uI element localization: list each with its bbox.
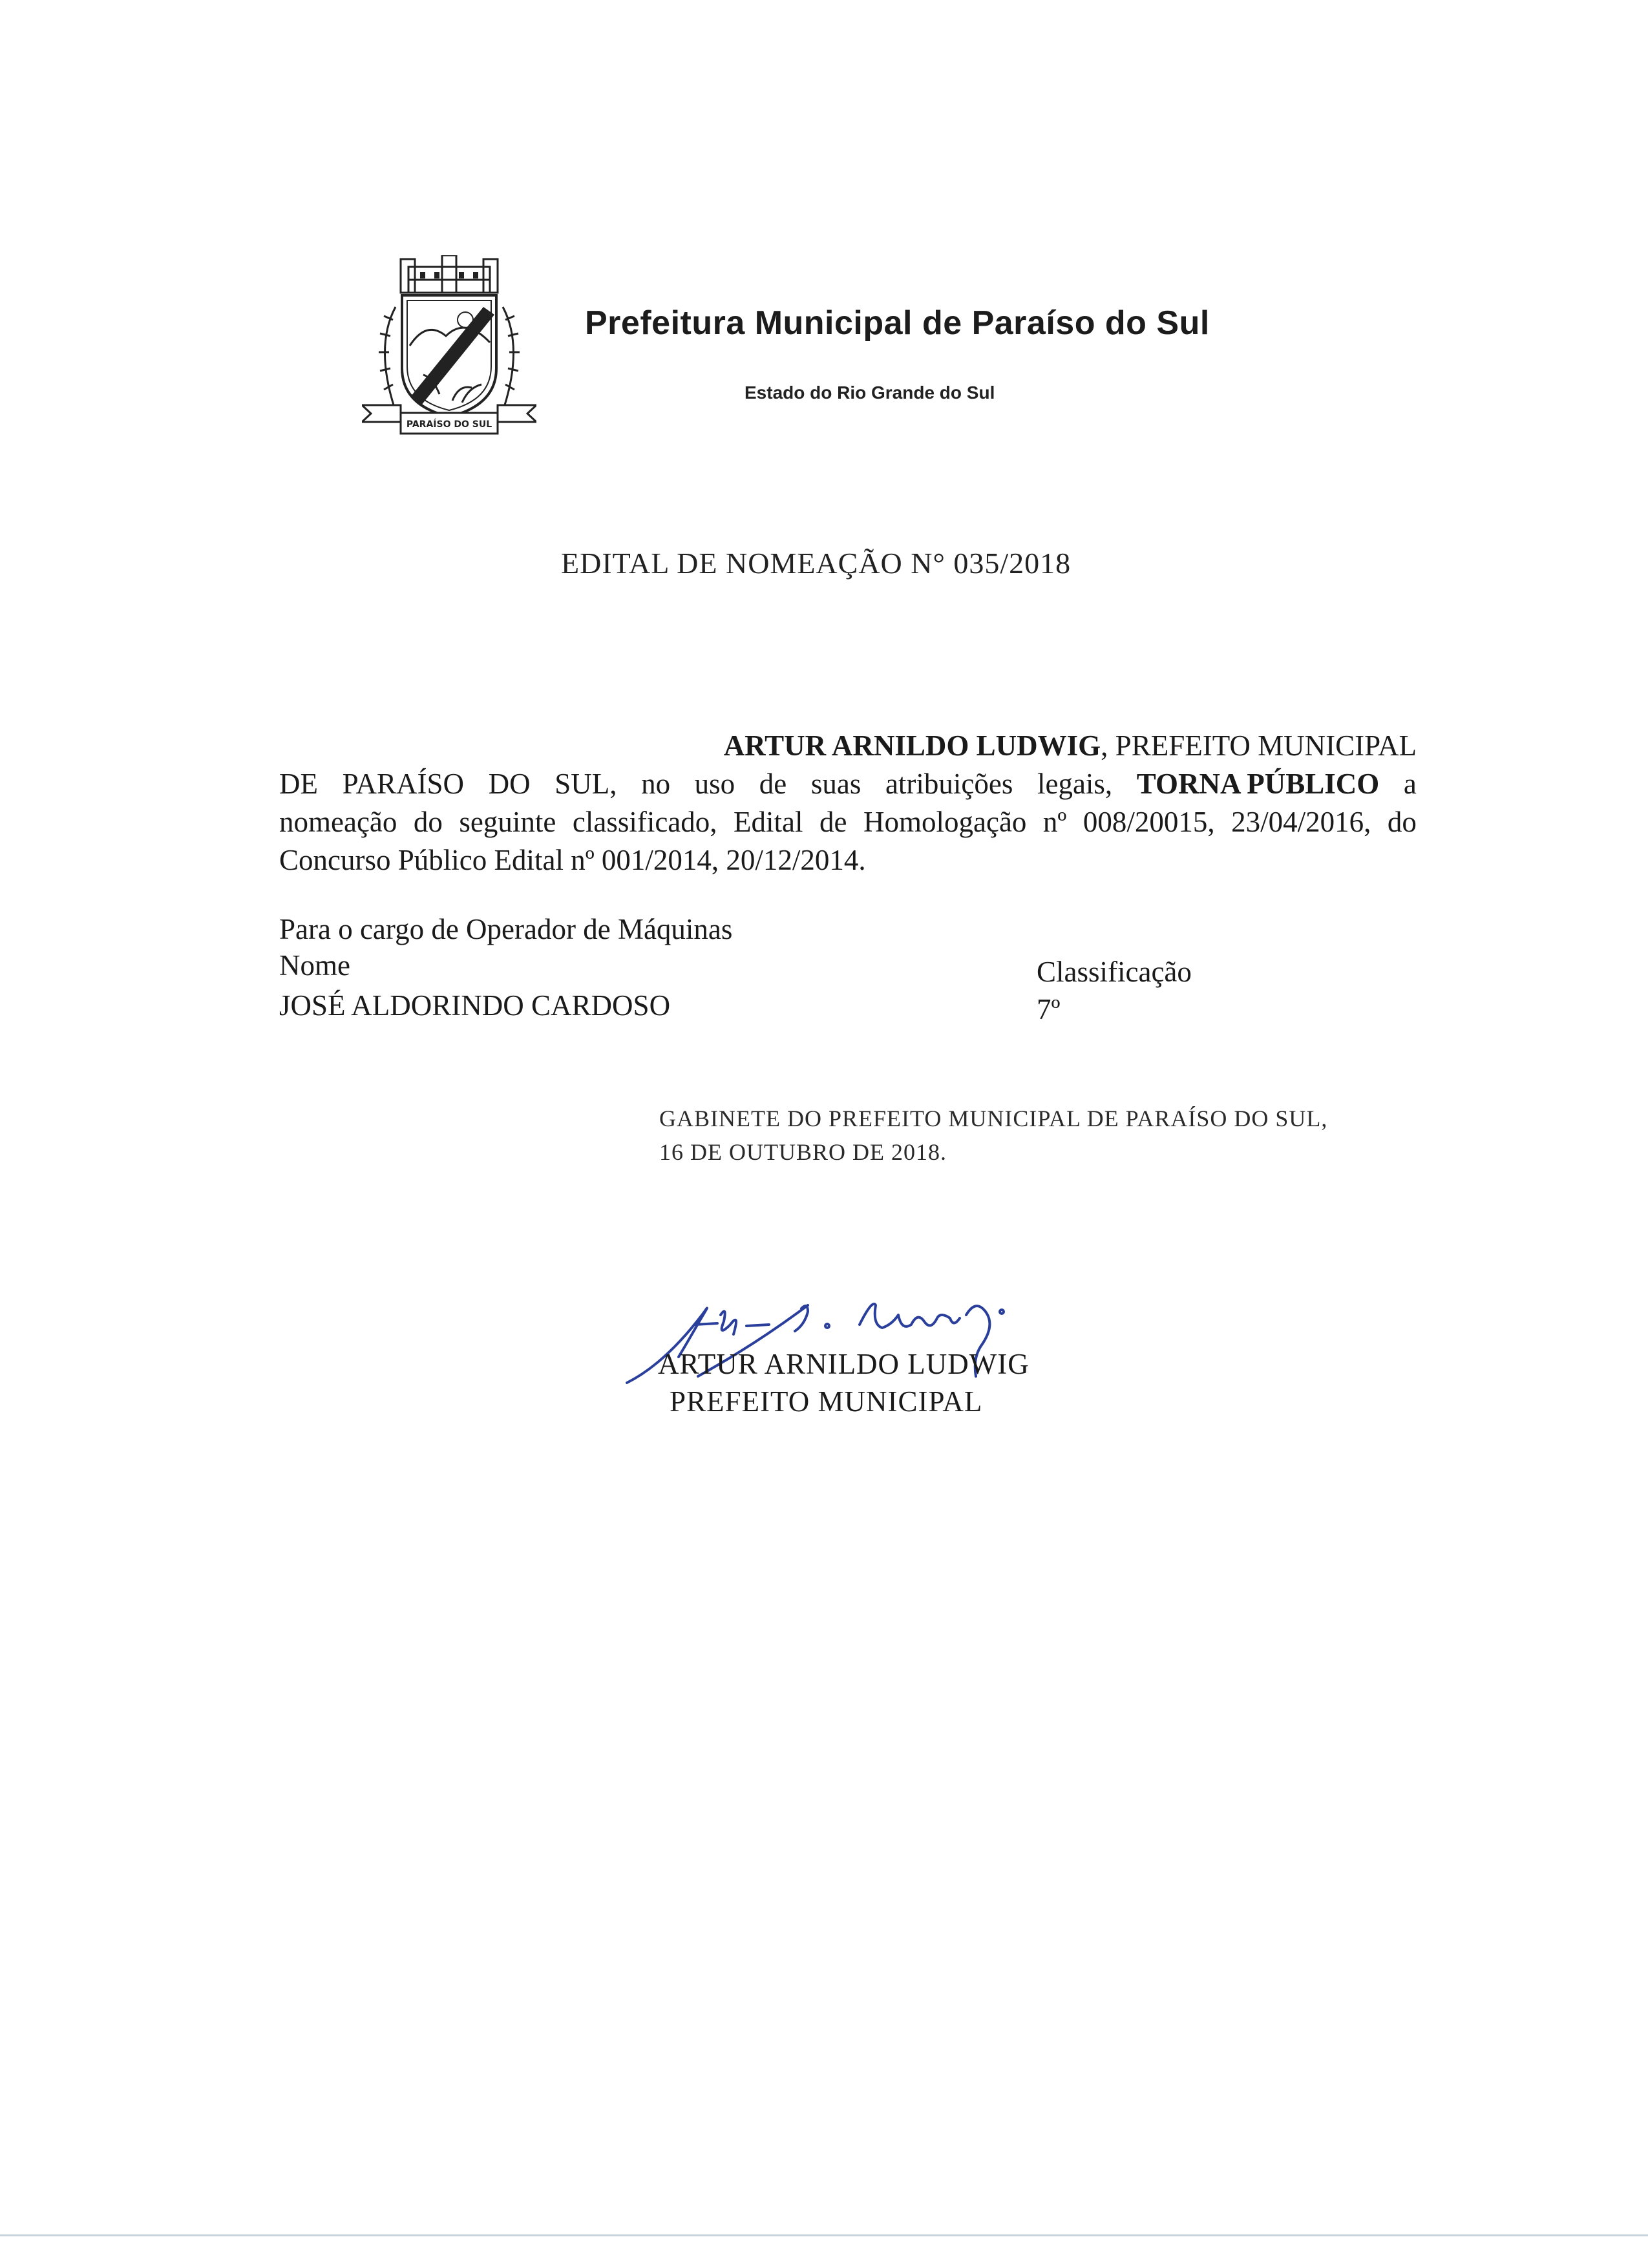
municipal-coat-of-arms-icon (362, 255, 536, 443)
body-line-3-word: seguinte (459, 806, 556, 838)
closing-line-2: 16 DE OUTUBRO DE 2018. (659, 1139, 947, 1165)
body-line-4-text: Concurso Público Edital nº 001/2014, 20/12/2014. (279, 844, 866, 876)
torna-publico-emphasis: TORNA PÚBLICO (1136, 768, 1380, 800)
body-line-2-word: legais, (1037, 768, 1113, 800)
document-title: EDITAL DE NOMEAÇÃO N° 035/2018 (561, 547, 1072, 580)
scan-edge-line (0, 2234, 1648, 2236)
closing-line-1: GABINETE DO PREFEITO MUNICIPAL DE PARAÍSO DO SUL, (659, 1106, 1328, 1131)
body-line-3-word: Homologação (863, 806, 1027, 838)
signer-name: ARTUR ARNILDO LUDWIG (658, 1348, 1030, 1380)
body-line-2-word: suas (810, 768, 861, 800)
position-text: Para o cargo de Operador de Máquinas (279, 913, 733, 945)
body-line-3-word: Edital (734, 806, 803, 838)
body-line-2-word: DO (488, 768, 531, 800)
body-line-3-word: de (819, 806, 847, 838)
mayor-name: ARTUR ARNILDO LUDWIG (723, 730, 1101, 762)
body-line-3-word: nº (1042, 806, 1067, 838)
body-line-2 (279, 765, 1417, 803)
body-line-2-word: de (759, 768, 787, 800)
signer-role: PREFEITO MUNICIPAL (670, 1385, 983, 1418)
closing-block (659, 1102, 1327, 1169)
body-line-3-word: do (1387, 806, 1417, 838)
body-line-2-word: PARAÍSO (342, 768, 465, 800)
organization-state: Estado do Rio Grande do Sul (745, 383, 995, 403)
body-line-2-word: atribuições (885, 768, 1013, 800)
mayor-title: , PREFEITO MUNICIPAL (1101, 730, 1417, 762)
crest-text: PARAÍSO DO SUL (406, 419, 492, 430)
body-line-1 (279, 727, 1417, 765)
body-line-2-word: SUL, (555, 768, 617, 800)
body-line-3-word: do (413, 806, 443, 838)
body-line-3 (279, 803, 1417, 841)
body-line-2-word: a (1403, 768, 1417, 800)
organization-name: Prefeitura Municipal de Paraíso do Sul (585, 304, 1210, 342)
classification-column-header: Classificação (1037, 956, 1192, 988)
body-line-3-word: classificado, (572, 806, 717, 838)
body-line-2-word: DE (279, 768, 318, 800)
body-line-2-word: no (641, 768, 671, 800)
candidate-rank: 7º (1037, 993, 1061, 1025)
candidate-name: JOSÉ ALDORINDO CARDOSO (279, 989, 671, 1022)
body-paragraph (279, 727, 1417, 879)
body-line-3-word: 23/04/2016, (1231, 806, 1371, 838)
body-line-2-word: uso (694, 768, 735, 800)
name-column-header: Nome (279, 949, 350, 982)
body-line-3-word: nomeação (279, 806, 397, 838)
body-line-4 (279, 841, 1417, 879)
body-line-3-word: 008/20015, (1083, 806, 1215, 838)
